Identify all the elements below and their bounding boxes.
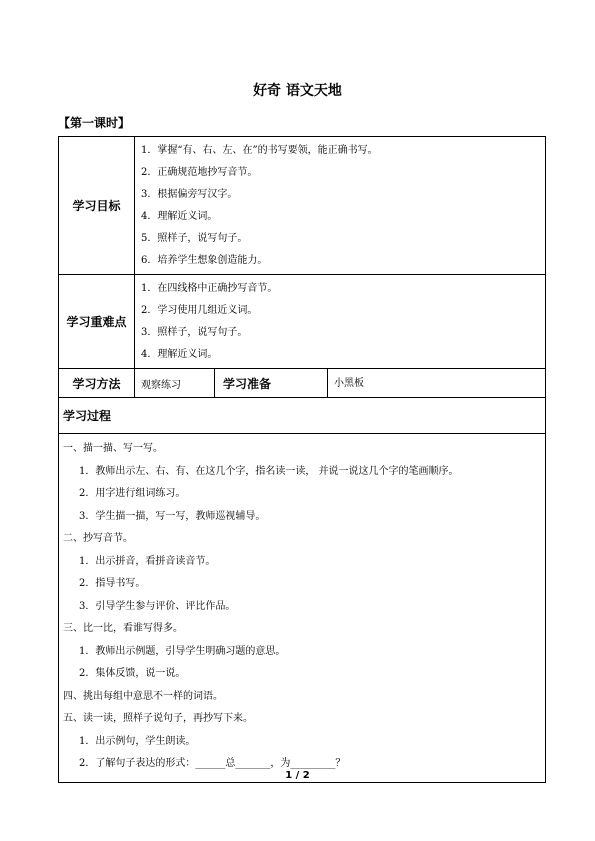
- keypoints-content: [135, 275, 546, 369]
- list-item: 1．在四线格中正确抄写音节。: [141, 283, 278, 294]
- method-label: 学习方法: [59, 369, 135, 398]
- method-row: [59, 369, 546, 398]
- lesson-period-heading: 【第一课时】: [58, 116, 131, 130]
- preparation-label: 学习准备: [215, 369, 328, 398]
- list-item: 6．培养学生想象创造能力。: [141, 255, 268, 266]
- goals-content: [135, 137, 546, 275]
- lesson-plan-table: [58, 136, 546, 783]
- process-substep: 1．教师出示左、右、有、在这几个字，指名读一读， 并说一说这几个字的笔画顺序。: [79, 465, 459, 477]
- process-substep: 2．集体反馈，说一说。: [79, 668, 186, 679]
- process-step: 五、读一读，照样子说句子，再抄写下来。: [63, 713, 253, 724]
- process-header-row: [59, 398, 546, 434]
- process-substep: 1．出示例句，学生朗读。: [79, 735, 196, 747]
- page-number: 1 / 2: [285, 770, 310, 781]
- preparation-value: 小黑板: [328, 369, 546, 398]
- process-substep: 2．指导书写。: [79, 578, 146, 589]
- method-value: 观察练习: [135, 369, 215, 398]
- list-item: 3．根据偏旁写汉字。: [141, 189, 238, 200]
- keypoints-label: 学习重难点: [59, 275, 135, 369]
- goals-label: 学习目标: [59, 137, 135, 275]
- list-item: 2．正确规范地抄写音节。: [141, 167, 258, 178]
- process-step: 三、比一比，看谁写得多。: [63, 623, 183, 634]
- process-lines: [63, 438, 545, 776]
- process-body-row: [59, 434, 546, 783]
- keypoints-row: [59, 275, 546, 369]
- list-item: 4．理解近义词。: [141, 349, 218, 360]
- goals-list: [135, 137, 545, 274]
- process-substep: 1．教师出示例题，引导学生明确习题的意思。: [79, 645, 286, 657]
- list-item: 3．照样子，说写句子。: [141, 327, 248, 338]
- process-substep: 3．学生描一描，写一写，教师巡视辅导。: [79, 510, 266, 522]
- list-item: 2．学习使用几组近义词。: [141, 305, 258, 316]
- keypoints-list: [135, 275, 545, 368]
- list-item: 4．理解近义词。: [141, 211, 218, 222]
- goals-row: [59, 137, 546, 275]
- process-step: 二、抄写音节。: [63, 533, 133, 544]
- process-label: 学习过程: [59, 398, 546, 434]
- process-step: 一、描一描、写一写。: [63, 443, 163, 454]
- list-item: 1．掌握“有、右、左、在”的书写要领，能正确书写。: [141, 145, 378, 156]
- process-substep: 2．用字进行组词练习。: [79, 488, 186, 499]
- list-item: 5．照样子，说写句子。: [141, 233, 248, 244]
- process-substep: 3．引导学生参与评价、评比作品。: [79, 600, 236, 612]
- process-substep: 1．出示拼音，看拼音读音节。: [79, 555, 216, 567]
- process-step: 四、挑出每组中意思不一样的词语。: [63, 690, 223, 702]
- process-substep: 2．了解句子表达的形式：______总_______，为_________？: [79, 758, 346, 769]
- process-content: [59, 434, 546, 783]
- document-title: 好奇 语文天地: [253, 83, 342, 99]
